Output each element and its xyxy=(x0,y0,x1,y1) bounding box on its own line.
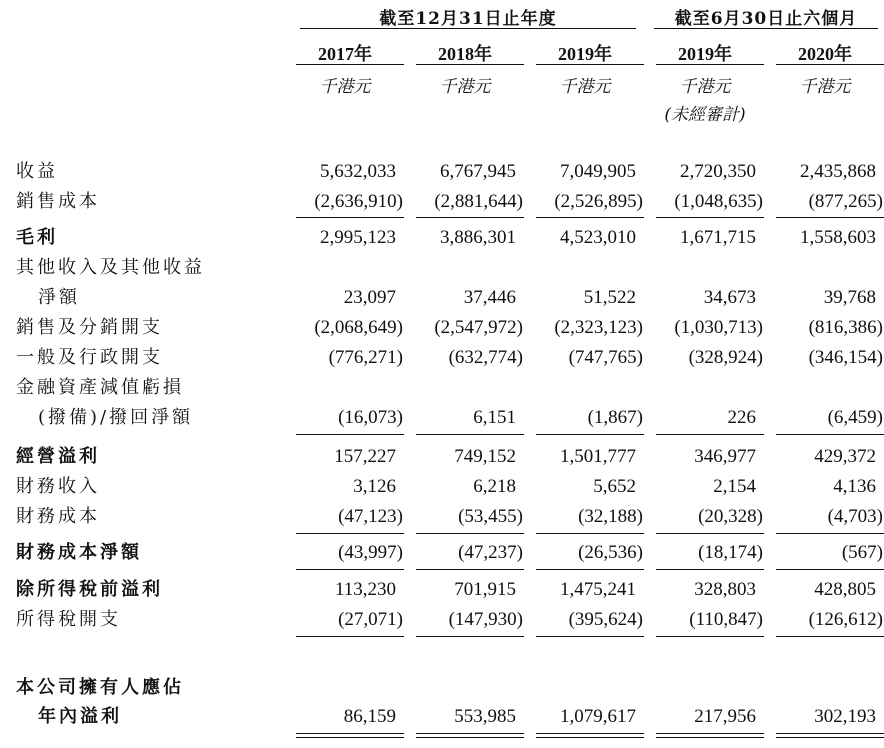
table-row xyxy=(0,606,884,634)
subtotal-rule xyxy=(776,434,884,435)
cell-value: (2,881,644) xyxy=(434,191,523,212)
year-header-rule xyxy=(536,64,644,65)
cell-value: 2,995,123 xyxy=(320,227,396,248)
subtotal-rule xyxy=(536,217,644,218)
cell-value: (1,867) xyxy=(587,407,643,428)
cell-value: 1,475,241 xyxy=(560,579,636,600)
cell-value: 553,985 xyxy=(454,706,516,727)
cell-value: 1,558,603 xyxy=(800,227,876,248)
subtotal-rule xyxy=(416,569,524,570)
cell-value: 86,159 xyxy=(343,706,396,727)
total-double-rule xyxy=(656,733,764,738)
table-row xyxy=(0,374,884,402)
cell-value: (346,154) xyxy=(808,347,883,368)
cell-value: 1,671,715 xyxy=(680,227,756,248)
cell-value: 34,673 xyxy=(703,287,756,308)
subtotal-rule xyxy=(776,217,884,218)
cell-value: 7,049,905 xyxy=(560,161,636,182)
cell-value: (877,265) xyxy=(808,191,883,212)
row-label: 淨額 xyxy=(38,287,80,308)
header-group-year-end: 截至12月31日止年度 xyxy=(379,9,557,29)
year-header: 2020年 xyxy=(798,44,852,64)
cell-value: 6,767,945 xyxy=(440,161,516,182)
table-row xyxy=(0,576,884,604)
row-label: 收益 xyxy=(16,161,58,182)
cell-value: (147,930) xyxy=(448,609,523,630)
table-row xyxy=(0,503,884,531)
cell-value: 749,152 xyxy=(454,446,516,467)
cell-value: (126,612) xyxy=(808,609,883,630)
subtotal-rule xyxy=(656,636,764,637)
cell-value: (110,847) xyxy=(689,609,763,630)
row-label: 本公司擁有人應佔 xyxy=(16,677,184,698)
year-header: 2017年 xyxy=(318,44,372,64)
subtotal-rule xyxy=(776,569,884,570)
cell-value: (1,048,635) xyxy=(674,191,763,212)
header-group-rule xyxy=(654,28,878,29)
unit-label: 千港元 xyxy=(319,77,371,97)
cell-value: (16,073) xyxy=(338,407,403,428)
table-row xyxy=(0,284,884,312)
unaudited-note: (未經審計) xyxy=(664,105,746,125)
row-label: 銷售及分銷開支 xyxy=(16,317,163,338)
table-row xyxy=(0,224,884,252)
cell-value: (27,071) xyxy=(338,609,403,630)
table-row xyxy=(0,674,884,702)
subtotal-rule xyxy=(296,636,404,637)
cell-value: 113,230 xyxy=(334,579,396,600)
table-row xyxy=(0,158,884,186)
year-header-rule xyxy=(656,64,764,65)
row-label: 年內溢利 xyxy=(38,706,122,727)
cell-value: 328,803 xyxy=(694,579,756,600)
cell-value: (47,123) xyxy=(338,506,403,527)
table-row xyxy=(0,188,884,216)
cell-value: 346,977 xyxy=(694,446,756,467)
subtotal-rule xyxy=(416,636,524,637)
year-header: 2019年 xyxy=(678,44,732,64)
subtotal-rule xyxy=(536,533,644,534)
cell-value: (2,547,972) xyxy=(434,317,523,338)
cell-value: 51,522 xyxy=(583,287,636,308)
cell-value: (747,765) xyxy=(568,347,643,368)
row-label: 其他收入及其他收益 xyxy=(16,257,205,278)
subtotal-rule xyxy=(536,636,644,637)
total-double-rule xyxy=(416,733,524,738)
row-label: 所得稅開支 xyxy=(16,609,121,630)
cell-value: (43,997) xyxy=(338,542,403,563)
year-header: 2019年 xyxy=(558,44,612,64)
cell-value: (4,703) xyxy=(827,506,883,527)
cell-value: 37,446 xyxy=(463,287,516,308)
row-label: 銷售成本 xyxy=(16,191,100,212)
cell-value: 1,501,777 xyxy=(560,446,636,467)
cell-value: (53,455) xyxy=(458,506,523,527)
table-row xyxy=(0,703,884,731)
cell-value: (632,774) xyxy=(448,347,523,368)
unit-label: 千港元 xyxy=(679,77,731,97)
year-header-rule xyxy=(416,64,524,65)
subtotal-rule xyxy=(656,434,764,435)
subtotal-rule xyxy=(416,533,524,534)
row-label: 除所得稅前溢利 xyxy=(16,579,163,600)
table-row xyxy=(0,473,884,501)
unit-label: 千港元 xyxy=(799,77,851,97)
table-row xyxy=(0,254,884,282)
cell-value: 429,372 xyxy=(814,446,876,467)
table-row xyxy=(0,539,884,567)
cell-value: 4,523,010 xyxy=(560,227,636,248)
row-label: 財務成本淨額 xyxy=(16,542,142,563)
cell-value: 1,079,617 xyxy=(560,706,636,727)
cell-value: (18,174) xyxy=(698,542,763,563)
cell-value: 3,886,301 xyxy=(440,227,516,248)
header-group-rule xyxy=(300,28,636,29)
cell-value: (816,386) xyxy=(808,317,883,338)
cell-value: 2,720,350 xyxy=(680,161,756,182)
cell-value: 23,097 xyxy=(343,287,396,308)
table-row xyxy=(0,344,884,372)
cell-value: 701,915 xyxy=(454,579,516,600)
unit-label: 千港元 xyxy=(439,77,491,97)
cell-value: 302,193 xyxy=(814,706,876,727)
cell-value: (26,536) xyxy=(578,542,643,563)
cell-value: (328,924) xyxy=(688,347,763,368)
cell-value: (395,624) xyxy=(568,609,643,630)
cell-value: (2,526,895) xyxy=(554,191,643,212)
cell-value: 6,218 xyxy=(473,476,516,497)
cell-value: 4,136 xyxy=(833,476,876,497)
subtotal-rule xyxy=(296,569,404,570)
subtotal-rule xyxy=(296,434,404,435)
subtotal-rule xyxy=(776,636,884,637)
row-label: 金融資產減值虧損 xyxy=(16,377,184,398)
table-row xyxy=(0,314,884,342)
unit-label: 千港元 xyxy=(559,77,611,97)
subtotal-rule xyxy=(776,533,884,534)
year-header-rule xyxy=(776,64,884,65)
cell-value: 39,768 xyxy=(823,287,876,308)
row-label: 財務收入 xyxy=(16,476,100,497)
cell-value: (567) xyxy=(841,542,883,563)
subtotal-rule xyxy=(656,569,764,570)
row-label: 經營溢利 xyxy=(16,446,100,467)
cell-value: 5,652 xyxy=(593,476,636,497)
cell-value: (776,271) xyxy=(328,347,403,368)
cell-value: 226 xyxy=(727,407,756,428)
row-label: 毛利 xyxy=(16,227,58,248)
year-header-rule xyxy=(296,64,404,65)
subtotal-rule xyxy=(536,569,644,570)
total-double-rule xyxy=(776,733,884,738)
cell-value: 2,154 xyxy=(713,476,756,497)
subtotal-rule xyxy=(296,533,404,534)
cell-value: 3,126 xyxy=(353,476,396,497)
cell-value: (6,459) xyxy=(827,407,883,428)
subtotal-rule xyxy=(416,217,524,218)
total-double-rule xyxy=(296,733,404,738)
header-group-six-month: 截至6月30日止六個月 xyxy=(674,9,858,29)
subtotal-rule xyxy=(536,434,644,435)
cell-value: (47,237) xyxy=(458,542,523,563)
cell-value: 217,956 xyxy=(694,706,756,727)
table-row xyxy=(0,443,884,471)
subtotal-rule xyxy=(416,434,524,435)
year-header: 2018年 xyxy=(438,44,492,64)
cell-value: (2,636,910) xyxy=(314,191,403,212)
cell-value: (20,328) xyxy=(698,506,763,527)
row-label: 財務成本 xyxy=(16,506,100,527)
cell-value: (1,030,713) xyxy=(674,317,763,338)
table-row xyxy=(0,404,884,432)
cell-value: 157,227 xyxy=(334,446,396,467)
total-double-rule xyxy=(536,733,644,738)
subtotal-rule xyxy=(296,217,404,218)
cell-value: 5,632,033 xyxy=(320,161,396,182)
cell-value: (2,323,123) xyxy=(554,317,643,338)
cell-value: (2,068,649) xyxy=(314,317,403,338)
row-label: 一般及行政開支 xyxy=(16,347,163,368)
cell-value: 2,435,868 xyxy=(800,161,876,182)
cell-value: (32,188) xyxy=(578,506,643,527)
cell-value: 6,151 xyxy=(473,407,516,428)
cell-value: 428,805 xyxy=(814,579,876,600)
row-label: (撥備)/撥回淨額 xyxy=(38,407,194,428)
subtotal-rule xyxy=(656,533,764,534)
subtotal-rule xyxy=(656,217,764,218)
